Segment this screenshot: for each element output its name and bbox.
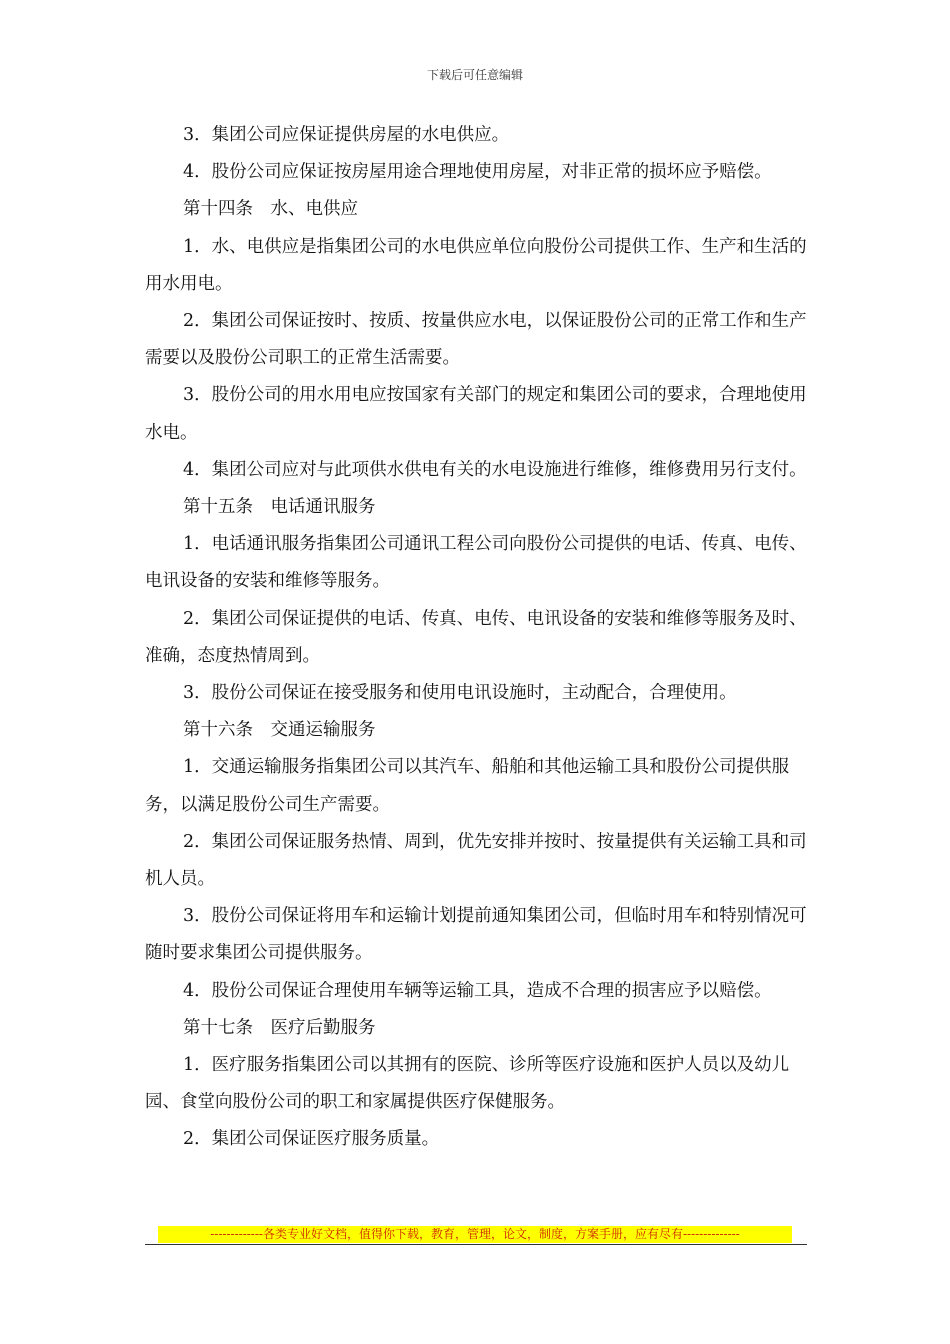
- paragraph: 2．集团公司保证服务热情、周到，优先安排并按时、按量提供有关运输工具和司机人员。: [145, 831, 807, 890]
- paragraph: 1．水、电供应是指集团公司的水电供应单位向股份公司提供工作、生产和生活的用水用电。: [145, 236, 807, 294]
- paragraph: 4．股份公司保证合理使用车辆等运输工具，造成不合理的损害应予以赔偿。: [183, 980, 772, 1001]
- article-heading: 第十六条 交通运输服务: [183, 720, 376, 741]
- article-heading: 第十四条 水、电供应: [183, 199, 358, 220]
- paragraph: 2．集团公司保证按时、按质、按量供应水电，以保证股份公司的正常工作和生产需要以及股份公司职工的正常生活需要。: [145, 311, 807, 369]
- paragraph: 4．股份公司应保证按房屋用途合理地使用房屋，对非正常的损坏应予赔偿。: [183, 162, 772, 183]
- article-heading: 第十五条 电话通讯服务: [183, 497, 376, 518]
- paragraph: 1．电话通讯服务指集团公司通讯工程公司向股份公司提供的电话、传真、电传、电讯设备的安装和维修等服务。: [145, 534, 807, 592]
- article-heading: 第十七条 医疗后勤服务: [183, 1017, 376, 1038]
- page-header: 下载后可任意编辑: [426, 68, 523, 82]
- paragraph: 3．股份公司的用水用电应按国家有关部门的规定和集团公司的要求，合理地使用水电。: [145, 385, 807, 443]
- footer-divider: [145, 1244, 807, 1245]
- paragraph: 3．股份公司保证将用车和运输计划提前通知集团公司，但临时用车和特别情况可随时要求集团公司提供服务。: [145, 906, 807, 964]
- paragraph: 4．集团公司应对与此项供水供电有关的水电设施进行维修，维修费用另行支付。: [183, 459, 807, 480]
- document-body: [145, 117, 810, 1159]
- paragraph: 2．集团公司保证提供的电话、传真、电传、电讯设备的安装和维修等服务及时、准确，态度热情周到。: [145, 608, 807, 666]
- paragraph: 2．集团公司保证医疗服务质量。: [183, 1129, 440, 1150]
- paragraph: 1．交通运输服务指集团公司以其汽车、船舶和其他运输工具和股份公司提供服务，以满足股份公司生产需要。: [145, 757, 790, 815]
- paragraph: 3．股份公司保证在接受服务和使用电讯设施时，主动配合，合理使用。: [183, 683, 737, 704]
- paragraph: 3．集团公司应保证提供房屋的水电供应。: [183, 125, 510, 145]
- footer-banner: -------------各类专业好文档，值得你下载，教育，管理，论文，制度，方案手册，应有尽有--------------: [158, 1226, 792, 1243]
- paragraph: 1．医疗服务指集团公司以其拥有的医院、诊所等医疗设施和医护人员以及幼儿园、食堂向股份公司的职工和家属提供医疗保健服务。: [145, 1055, 790, 1113]
